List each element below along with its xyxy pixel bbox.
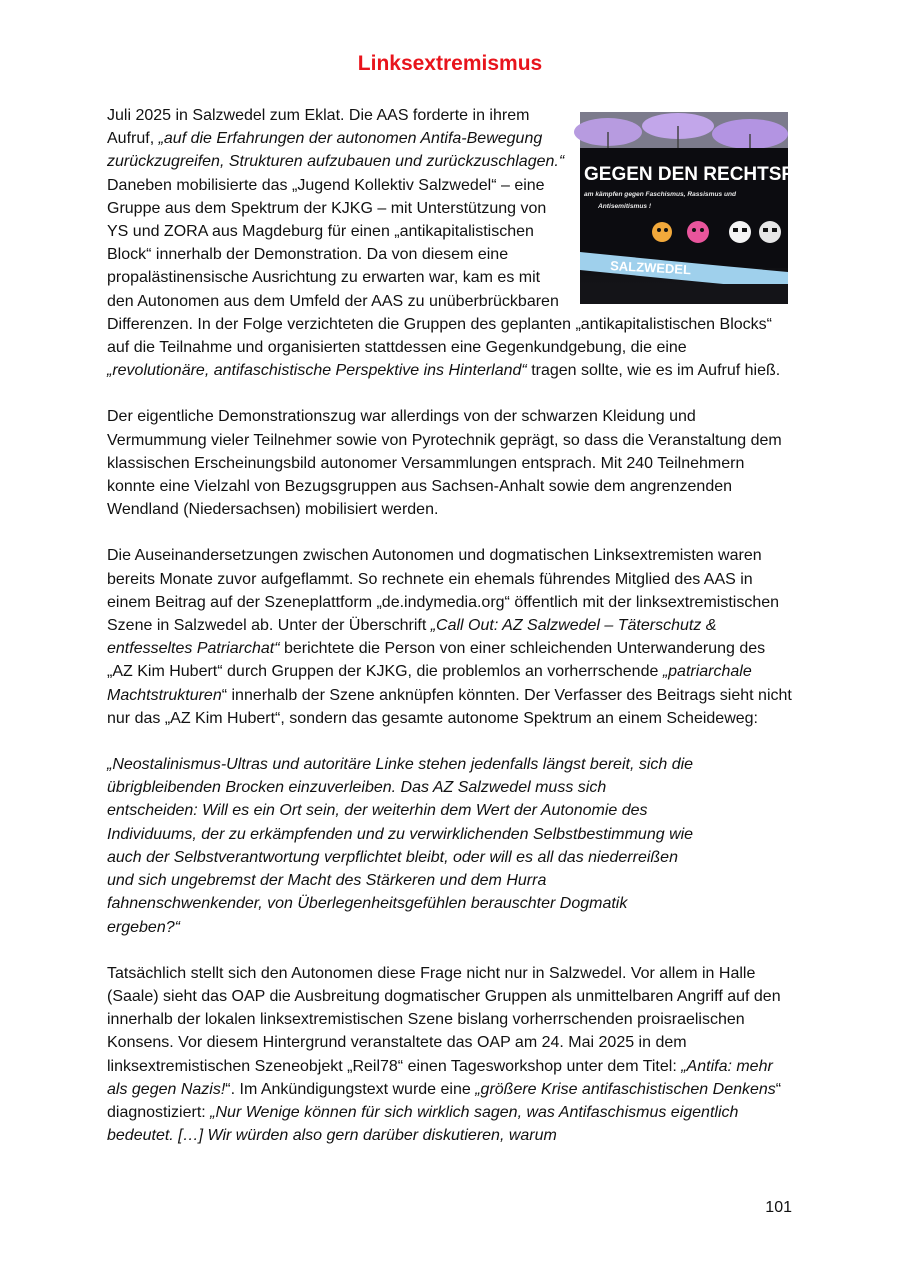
italic-text-run: „auf die Erfahrungen der autonomen Antifa-Bewegung zurückzugreifen, Strukturen aufzubauen und zurückzuschlagen.“: [107, 130, 565, 171]
text-run: tragen sollte, wie es im Aufruf hieß.: [526, 362, 781, 380]
text-run: Der eigentliche Demonstrationszug war allerdings von der schwarzen Kleidung und Vermummung vieler Teilnehmer sowie von Pyrotechnik geprägt, so dass die Veranstaltung dem klassischen Erscheinungsbild autonomer Versammlungen entsprach. Mit 240 Teilnehmern konnte eine Vielzahl von Bezugsgruppen aus Sachsen-Anhalt sowie dem angrenzenden Wendland (Niedersachsen) mobilisiert werden.: [107, 408, 782, 519]
paragraph-1: [107, 104, 837, 382]
demonstration-photo-graphic: [580, 112, 837, 304]
lower-banner-text: SALZWEDEL: [609, 258, 692, 278]
cartoon-face-icon: [652, 222, 672, 242]
italic-text-run: „Nur Wenige können für sich wirklich sagen, was Antifaschismus eigentlich bedeutet. […] Wir würden also gern darüber diskutieren, warum: [107, 1103, 739, 1145]
block-quote: [107, 753, 697, 939]
page-title: Linksextremismus: [357, 52, 543, 75]
italic-text-run: „Neostalinismus-Ultras und autoritäre Linke stehen jedenfalls längst bereit, sich die übrigbleibenden Brocken einzuverleiben. Das AZ Salzwedel muss sich entscheiden: Will es ein Ort sein, der weiterhin dem Wert der Autonomie des Individuums, der zu erkämpfenden und zu verwirklichenden Selbstbestimmung wie auch der Selbstverantwortung verpflichtet bleibt, oder will es all das niederreißen und sich ungebremst der Macht des Stärkeren und dem Hurra fahnenschwenkender, von Überlegenheitsgefühlen berauschter Dogmatik ergeben?“: [107, 756, 694, 936]
cartoon-face-icon: [729, 221, 751, 243]
text-run: Daneben mobilisierte das „Jugend Kollektiv Salzwedel“ – eine Gruppe aus dem Spektrum der KJKG – mit Unterstützung von YS und ZORA aus Magdeburg für einen „antikapitalistischen Block“ innerhalb der Demonstration. Da von diesem eine propalästinensische Ausrichtung zu erwarten war, kam es mit den Autonomen aus dem Umfeld der AAS zu unüberbrückbaren Differenzen. In der Folge verzichteten die Gruppen des geplanten „antikapitalistischen Blocks“ auf die Teilnahme und organisierten stattdessen eine Gegenkundgebung, die eine: [107, 176, 772, 357]
main-text: [107, 104, 837, 1170]
paragraph-4: [107, 962, 792, 1148]
text-run: Die Auseinandersetzungen zwischen Autonomen und dogmatischen Linksextremisten waren bereits Monate zuvor aufgeflammt. So rechnete ein ehemals führendes Mitglied des AAS in einem Beitrag auf der Szeneplattform „de.indymedia.org“ öffentlich mit der linksextremistischen Szene in Salzwedel ab. Unter der Überschrift: [107, 547, 780, 635]
demonstration-photo: [580, 112, 837, 304]
italic-text-run: „Call Out: AZ Salzwedel – Täterschutz & entfesseltes Patriarchat“: [107, 617, 717, 658]
italic-text-run: „patriarchale Machtstrukturen: [107, 663, 752, 704]
text-run: Tatsächlich stellt sich den Autonomen diese Frage nicht nur in Salzwedel. Vor allem in Halle (Saale) sieht das OAP die Ausbreitung dogmatischer Gruppen als unmittelbaren Angriff auf den innerhalb der lokalen linksextremistischen Szene bislang vorherrschenden proisraelischen Konsens. Vor diesem Hintergrund veranstaltete das OAP am 24. Mai 2025 in dem linksextremistischen Szeneobjekt „Reil78“ einen Tagesworkshop unter dem Titel:: [107, 964, 781, 1075]
italic-text-run: „revolutionäre, antifaschistische Perspektive ins Hinterland“: [107, 362, 527, 380]
text-run: “. Im Ankündigungstext wurde eine: [225, 1080, 476, 1098]
paragraph-2: [107, 405, 792, 521]
text-run: Juli 2025 in Salzwedel zum Eklat. Die AAS forderte in ihrem Aufruf,: [107, 107, 530, 148]
banner-headline: GEGEN DEN RECHTSRUCK: [584, 164, 837, 185]
cartoon-face-icon: [759, 221, 781, 243]
banner-subtext-1: am kämpfen gegen Faschismus, Rassismus und: [584, 191, 737, 198]
text-run: berichtete die Person von einer schleichenden Unterwanderung des „AZ Kim Hubert“ durch Gruppen der KJKG, die problemlos an vorherrschende: [107, 640, 766, 681]
page-number: 101: [765, 1199, 792, 1216]
italic-text-run: „größere Krise antifaschistischen Denkens: [475, 1080, 776, 1098]
paragraph-3: [107, 544, 792, 730]
banner-subtext-2: Antisemitismus !: [598, 203, 652, 210]
text-run: “ diagnostiziert:: [107, 1080, 782, 1121]
text-run: “ innerhalb der Szene anknüpfen könnten. Der Verfasser des Beitrags sieht nicht nur das „AZ Kim Hubert“, sondern das gesamte autonome Spektrum an einem Scheideweg:: [107, 686, 792, 727]
italic-text-run: „Antifa: mehr als gegen Nazis!: [107, 1057, 773, 1098]
cartoon-face-icon: [687, 221, 709, 243]
